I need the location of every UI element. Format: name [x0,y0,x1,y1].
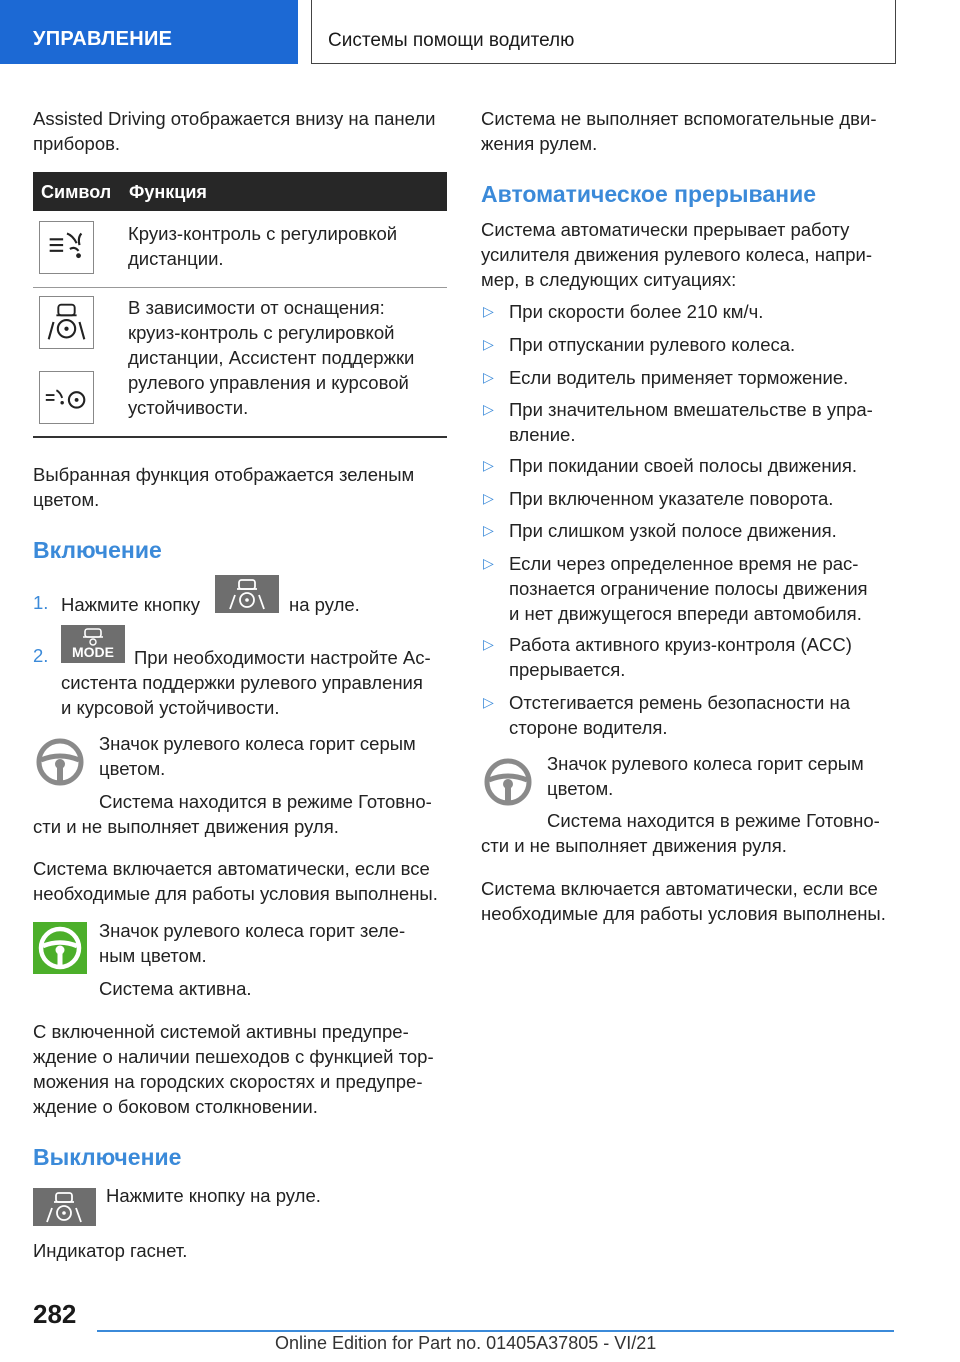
standby-line-2: сти и не выполняет движения руля. [33,816,339,837]
intro-line-2: приборов. [33,133,121,154]
table-bottom-rule [33,436,447,438]
mode-button[interactable] [61,625,125,663]
bullet-marker: ▷ [483,457,494,473]
bullet-8-line-3: и нет движущегося впереди автомобиля. [509,603,862,624]
grey-line-2: цветом. [99,758,166,779]
right-standby-line-2: сти и не выполняет движения руля. [481,835,787,856]
green-line-1: Значок рулевого колеса горит зеле- [99,920,406,941]
bullet-4-line-2: вление. [509,424,576,445]
row2-line-3: дистанции, Ассистент поддержки [128,347,415,368]
mode-label: MODE [72,644,114,660]
right-grey-line-2: цветом. [547,778,614,799]
col-symbol: Символ [41,182,112,202]
table-header [33,172,447,211]
bullet-8-line-1: Если через определенное время не рас- [509,553,859,574]
bullet-1: При скорости более 210 км/ч. [509,301,764,322]
bullet-marker: ▷ [483,555,494,571]
row1-line-2: дистанции. [128,248,224,269]
bullet-marker: ▷ [483,694,494,710]
bullet-marker: ▷ [483,303,494,319]
step2-number: 2. [33,645,49,666]
acc-steering-icon [39,371,94,424]
desc-line-1: Система автоматически прерывает работу [481,219,850,240]
bullet-3: Если водитель применяет торможение. [509,367,849,388]
desc-line-3: мер, в следующих ситуациях: [481,269,737,290]
row2-line-1: В зависимости от оснащения: [128,297,385,318]
green-line-2: ным цветом. [99,945,207,966]
disable-heading: Выключение [33,1144,182,1170]
right-intro-2: жения рулем. [481,133,598,154]
right-standby-line-1: Система находится в режиме Готовно- [547,810,880,831]
steering-wheel-grey-icon [33,736,87,788]
steering-assist-button[interactable] [215,575,279,613]
row1-line-1: Круиз-контроль с регулировкой [128,223,398,244]
steering-wheel-grey-icon [481,756,535,808]
bullet-9-line-1: Работа активного круиз-контроля (ACC) [509,634,852,655]
table-divider [33,287,447,288]
bullet-2: При отпускании рулевого колеса. [509,334,796,355]
desc-line-2: усилителя движения рулевого колеса, напри- [481,244,873,265]
step1-number: 1. [33,592,49,613]
auto-line-2: необходимые для работы условия выполнены. [33,883,438,904]
intro-line-1: Assisted Driving отображается внизу на панели [33,108,436,129]
bullet-5: При покидании своей полосы движения. [509,455,858,476]
right-auto-line-2: необходимые для работы условия выполнены. [481,903,886,924]
section-title: УПРАВЛЕНИЕ [33,28,173,50]
standby-line-1: Система находится в режиме Готовно- [99,791,432,812]
auto-line-1: Система включается автоматически, если все [33,858,430,879]
steering-wheel-green-icon [33,922,87,974]
steering-assist-off-button[interactable] [33,1188,96,1226]
bullet-marker: ▷ [483,490,494,506]
step2-line-3: и курсовой устойчивости. [61,697,280,718]
bullet-9-line-2: прерывается. [509,659,626,680]
disable-text: Нажмите кнопку на руле. [106,1185,321,1206]
right-grey-line-1: Значок рулевого колеса горит серым [547,753,864,774]
selected-line-1: Выбранная функция отображается зеленым [33,464,415,485]
chapter-tab[interactable] [311,0,896,64]
bullet-6: При включенном указателе поворота. [509,488,834,509]
section-tab[interactable] [0,0,298,64]
active-line: Система активна. [99,978,252,999]
step2-line-2: систента поддержки рулевого управления [61,672,423,693]
bullet-marker: ▷ [483,522,494,538]
auto-interrupt-heading: Автоматическое прерывание [481,181,817,207]
steering-assist-icon [39,296,94,349]
bullet-10-line-2: стороне водителя. [509,717,668,738]
warn-line-3: можения на городских скоростях и предупре- [33,1071,423,1092]
row2-line-4: рулевого управления и курсовой [128,372,409,393]
right-intro-1: Система не выполняет вспомогательные дви- [481,108,877,129]
selected-line-2: цветом. [33,489,100,510]
grey-line-1: Значок рулевого колеса горит серым [99,733,416,754]
right-auto-line-1: Система включается автоматически, если все [481,878,878,899]
acc-icon [39,221,94,274]
row2-line-5: устойчивости. [128,397,249,418]
chapter-title: Системы помощи водителю [328,30,575,51]
bullet-10-line-1: Отстегивается ремень безопасности на [509,692,850,713]
indicator-off-text: Индикатор гаснет. [33,1240,188,1261]
row2-line-2: круиз-контроль с регулировкой [128,322,395,343]
step1-text-a: Нажмите кнопку [61,594,200,615]
bullet-4-line-1: При значительном вмешательстве в упра- [509,399,873,420]
page-number: 282 [33,1299,77,1329]
bullet-marker: ▷ [483,336,494,352]
step1-text-b: на руле. [289,594,360,615]
bullet-marker: ▷ [483,401,494,417]
step2-line-1: При необходимости настройте Ас- [134,647,431,668]
bullet-marker: ▷ [483,369,494,385]
warn-line-4: ждение о боковом столкновении. [33,1096,318,1117]
warn-line-2: ждение о наличии пешеходов с функцией тор- [33,1046,434,1067]
col-function: Функция [129,182,207,202]
bullet-7: При слишком узкой полосе движения. [509,520,837,541]
enable-heading: Включение [33,537,162,563]
bullet-8-line-2: познается ограничение полосы движения [509,578,868,599]
edition-text: Online Edition for Part no. 01405A37805 - VI/21 [275,1333,657,1353]
warn-line-1: С включенной системой активны предупре- [33,1021,409,1042]
footer-rule [97,1330,894,1332]
bullet-marker: ▷ [483,636,494,652]
